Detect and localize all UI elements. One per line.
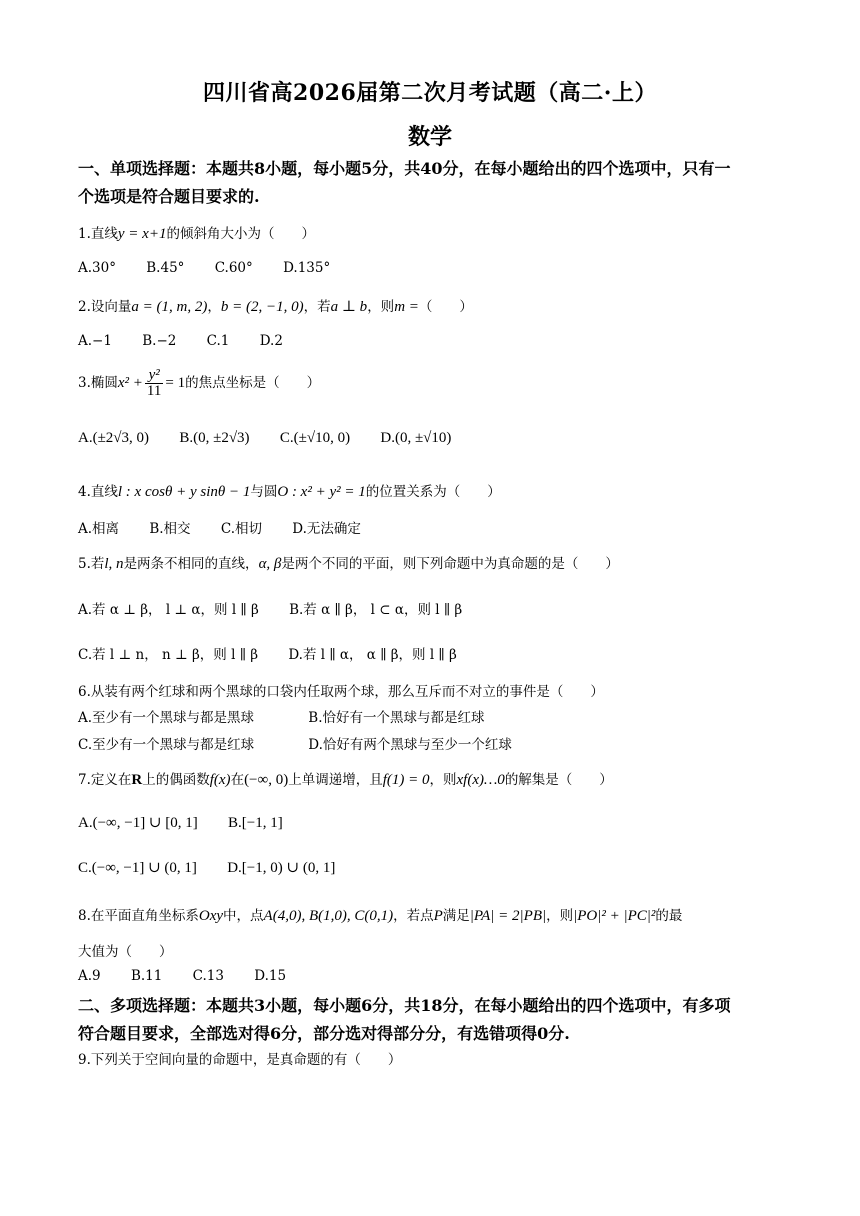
question-5-options-cd [78, 643, 798, 663]
option-c: C.若 l ⊥ n， n ⊥ β，则 l ∥ β [78, 647, 259, 663]
question-1-options [78, 260, 798, 276]
question-7-options-cd [78, 858, 798, 877]
question-6: 6.从装有两个红球和两个黑球的口袋内任取两个球，那么互斥而不对立的事件是（ ） [78, 684, 604, 700]
question-3: 3.椭圆x² + $\frac{\text{y²}}{11}$ = 1的焦点坐标是（ ） [78, 367, 321, 399]
subject-title: 数学 [407, 124, 452, 150]
question-6-options-cd [78, 733, 798, 753]
question-9: 9.下列关于空间向量的命题中，是真命题的有（ ） [78, 1052, 402, 1068]
question-5: 5.若l, n是两条不相同的直线，α, β是两个不同的平面，则下列命题中为真命题的是（ ） [78, 556, 619, 572]
option-c: C.(−∞, −1] ∪ (0, 1] [78, 860, 197, 876]
option-a: A.−1 [78, 333, 112, 349]
option-d: D.无法确定 [292, 521, 361, 537]
option-c: C.(±√10, 0) [279, 430, 351, 446]
option-a: A.(±2√3, 0) [78, 430, 150, 446]
section-1-heading: 一、单项选择题：本题共8小题，每小题5分，共40分，在每小题给出的四个选项中，只有一 个选项是符合题目要求的. [78, 159, 731, 206]
question-7-options-ab [78, 813, 798, 832]
question-3-options [78, 430, 798, 447]
fraction: $\frac{\text{y²}}{11}$ [146, 367, 162, 399]
option-b: B.恰好有一个黑球与都是红球 [308, 710, 485, 726]
option-c: C.13 [192, 968, 224, 984]
option-a: A.9 [78, 968, 101, 984]
option-b: B.11 [130, 968, 163, 984]
question-2: 2.设向量a = (1, m, 2)，b = (2, −1, 0)，若a ⊥ b，则m =（ ） [78, 299, 473, 315]
question-6-options-ab [78, 706, 798, 726]
option-a: A.若 α ⊥ β， l ⊥ α，则 l ∥ β [78, 602, 259, 618]
section-2-heading: 二、多项选择题：本题共3小题，每小题6分，共18分，在每小题给出的四个选项中，有多项 符合题目要求，全部选对得6分，部分选对得部分分，有选错项得0分. [78, 996, 731, 1043]
option-a: A.(−∞, −1] ∪ [0, 1] [78, 815, 198, 831]
option-d: D.[−1, 0) ∪ (0, 1] [227, 860, 336, 876]
question-5-options-ab [78, 598, 798, 618]
question-8-line2: 大值为（ ） [78, 944, 173, 960]
option-b: B.相交 [149, 521, 191, 537]
option-b: B.(0, ±2√3) [179, 430, 250, 446]
option-d: D.135° [283, 260, 331, 276]
option-c: C.60° [214, 260, 253, 276]
option-a: A.至少有一个黑球与都是黑球 [78, 710, 255, 726]
option-d: D.(0, ±√10) [380, 430, 452, 446]
question-4-options [78, 517, 798, 537]
option-d: D.2 [259, 333, 283, 349]
option-c: C.至少有一个黑球与都是红球 [78, 737, 255, 753]
option-d: D.恰好有两个黑球与至少一个红球 [308, 737, 512, 753]
option-d: D.若 l ∥ α， α ∥ β，则 l ∥ β [288, 647, 457, 663]
option-a: A.相离 [78, 521, 120, 537]
option-b: B.若 α ∥ β， l ⊂ α，则 l ∥ β [289, 602, 463, 618]
option-d: D.15 [254, 968, 287, 984]
question-8: 8.在平面直角坐标系Oxy中，点A(4,0), B(1,0), C(0,1)，若点P满足|PA| = 2|PB|，则|PO|² + |PC|²的最 [78, 908, 683, 924]
question-2-options [78, 333, 798, 349]
option-b: B.−2 [142, 333, 177, 349]
page-title: 四川省高2026届第二次月考试题（高二·上） [203, 80, 657, 106]
question-4: 4.直线l : x cosθ + y sinθ − 1与圆O : x² + y² = 1的位置关系为（ ） [78, 484, 501, 500]
question-8-options [78, 968, 798, 984]
option-c: C.相切 [220, 521, 262, 537]
option-b: B.45° [146, 260, 185, 276]
question-1: 1.直线y = x+1的倾斜角大小为（ ） [78, 226, 315, 242]
option-b: B.[−1, 1] [228, 815, 283, 831]
question-7: 7.定义在R上的偶函数f(x)在(−∞, 0)上单调递增，且f(1) = 0，则xf(x)…0的解集是（ ） [78, 772, 613, 788]
option-a: A.30° [78, 260, 116, 276]
option-c: C.1 [206, 333, 230, 349]
